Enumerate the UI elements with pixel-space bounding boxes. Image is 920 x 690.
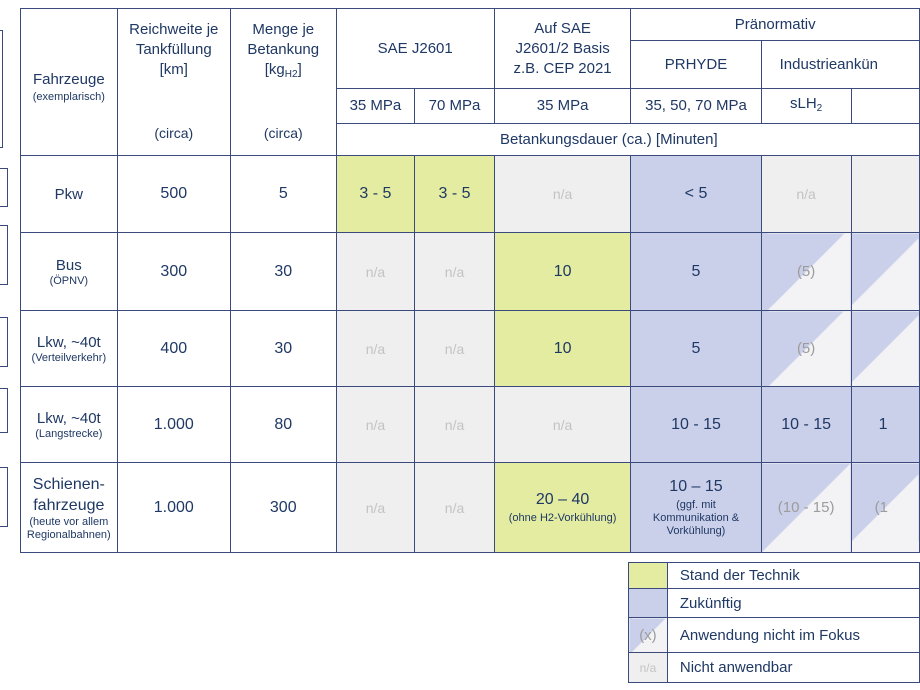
legend-row-stand-der-technik	[629, 563, 920, 589]
header-amount-line2: Betankung	[247, 40, 320, 58]
cell-lkwl-prhyde: 10 - 15	[631, 387, 761, 463]
cell-schiene-sae35: n/a	[336, 463, 415, 553]
cell-lkwl-cutoff: 1	[851, 387, 919, 463]
legend-label-zukuenftig: Zukünftig	[667, 589, 919, 618]
cell-bus-sae35: n/a	[336, 233, 415, 311]
cell-bus-range: 300	[117, 233, 230, 311]
cell-bus-cutoff	[851, 233, 919, 311]
cut-off-vehicle-icon-box-lkw-verteil	[0, 317, 8, 367]
header-prhyde: PRHYDE	[631, 41, 761, 89]
row-label-lkw-verteil: Lkw, ~40t (Verteilverkehr)	[21, 311, 118, 387]
header-pressure-sae70: 70 MPa	[415, 89, 495, 124]
cell-lkwl-sae70: n/a	[415, 387, 495, 463]
header-duration-band: Betankungsdauer (ca.) [Minuten]	[336, 124, 919, 156]
cut-off-vehicle-icon-box-lkw-lang	[0, 388, 8, 433]
cell-lkwl-slh2: 10 - 15	[761, 387, 851, 463]
header-pressure-cep35: 35 MPa	[494, 89, 631, 124]
row-label-lkw-lang: Lkw, ~40t (Langstrecke)	[21, 387, 118, 463]
cell-pkw-sae35: 3 - 5	[336, 156, 415, 233]
row-label-pkw: Pkw	[21, 156, 118, 233]
cell-schiene-slh2: (10 - 15)	[761, 463, 851, 553]
header-pressure-sae35: 35 MPa	[336, 89, 415, 124]
header-range-line1: Reichweite je	[129, 20, 219, 38]
legend-swatch-diagonal: (x)	[629, 618, 668, 653]
cell-schiene-cutoff: (1	[851, 463, 919, 553]
legend-label-nicht-anwendbar: Nicht anwendbar	[667, 653, 919, 683]
cell-bus-sae70: n/a	[415, 233, 495, 311]
header-praenormativ: Pränormativ	[631, 9, 920, 41]
cell-lkwl-cep: n/a	[494, 387, 631, 463]
cell-bus-slh2: (5)	[761, 233, 851, 311]
cell-bus-prhyde: 5	[631, 233, 761, 311]
legend-swatch-blue	[629, 589, 668, 618]
table-row-schiene	[21, 463, 920, 553]
cell-pkw-sae70: 3 - 5	[415, 156, 495, 233]
cut-off-vehicle-icon-box-bus	[0, 225, 8, 285]
header-pressure-cutoff	[851, 89, 919, 124]
cell-lkwl-sae35: n/a	[336, 387, 415, 463]
cell-schiene-range: 1.000	[117, 463, 230, 553]
cell-lkwv-prhyde: 5	[631, 311, 761, 387]
cell-bus-amount: 30	[230, 233, 336, 311]
cell-pkw-slh2: n/a	[761, 156, 851, 233]
table-row-bus	[21, 233, 920, 311]
cell-lkwv-range: 400	[117, 311, 230, 387]
cut-off-vehicle-icon-box-schiene	[0, 467, 8, 527]
header-cep: Auf SAE J2601/2 Basis z.B. CEP 2021	[494, 9, 631, 89]
cell-lkwv-sae70: n/a	[415, 311, 495, 387]
cell-schiene-prhyde: 10 – 15 (ggf. mit Kommunikation & Vorkühlung)	[631, 463, 761, 553]
header-vehicles-title: Fahrzeuge	[32, 71, 105, 88]
table-row-lkw-verteil	[21, 311, 920, 387]
cell-schiene-cep: 20 – 40 (ohne H2-Vorkühlung)	[494, 463, 631, 553]
cell-lkwl-range: 1.000	[117, 387, 230, 463]
header-sae-j2601: SAE J2601	[336, 9, 494, 89]
legend-row-zukuenftig	[629, 589, 920, 618]
legend-swatch-na: n/a	[629, 653, 668, 683]
header-amount-unit: $[kg_{H2}]$	[264, 60, 302, 80]
row-label-schiene: Schienen- fahrzeuge (heute vor allem Regionalbahnen)	[21, 463, 118, 553]
header-range	[117, 9, 230, 156]
cell-schiene-amount: 300	[230, 463, 336, 553]
header-range-unit: [km]	[159, 60, 188, 78]
cell-pkw-range: 500	[117, 156, 230, 233]
cell-lkwv-sae35: n/a	[336, 311, 415, 387]
cell-lkwv-cutoff	[851, 311, 919, 387]
cell-bus-cep: 10	[494, 233, 631, 311]
header-vehicles-subtitle: (exemplarisch)	[32, 91, 105, 103]
table-row-lkw-lang	[21, 387, 920, 463]
header-range-circa: (circa)	[154, 124, 194, 141]
legend-swatch-green	[629, 563, 668, 589]
cell-pkw-prhyde: < 5	[631, 156, 761, 233]
header-amount	[230, 9, 336, 156]
header-industry-announcements: Industrieankün	[761, 41, 919, 89]
legend-row-nicht-anwendbar	[629, 653, 920, 683]
header-vehicles	[21, 9, 118, 156]
cut-off-vehicle-icon-box-pkw	[0, 168, 8, 207]
row-label-bus: Bus (ÖPNV)	[21, 233, 118, 311]
cell-pkw-amount: 5	[230, 156, 336, 233]
cell-schiene-sae70: n/a	[415, 463, 495, 553]
header-pressure-prhyde: 35, 50, 70 MPa	[631, 89, 761, 124]
cell-lkwv-slh2: (5)	[761, 311, 851, 387]
cell-lkwl-amount: 80	[230, 387, 336, 463]
legend-row-nicht-im-fokus	[629, 618, 920, 653]
header-range-line2: Tankfüllung	[135, 40, 212, 58]
refueling-table	[20, 8, 920, 553]
legend-label-nicht-im-fokus: Anwendung nicht im Fokus	[667, 618, 919, 653]
cell-lkwv-cep: 10	[494, 311, 631, 387]
header-pressure-slh2: sLH$_2$	[761, 89, 851, 124]
header-amount-circa: (circa)	[263, 124, 303, 141]
legend-label-stand-der-technik: Stand der Technik	[667, 563, 919, 589]
cell-pkw-cep: n/a	[494, 156, 631, 233]
header-amount-line1: Menge je	[252, 20, 315, 38]
cell-pkw-cutoff	[851, 156, 919, 233]
cut-off-header-box	[0, 30, 3, 148]
cell-lkwv-amount: 30	[230, 311, 336, 387]
legend	[628, 562, 920, 683]
table-row-pkw	[21, 156, 920, 233]
